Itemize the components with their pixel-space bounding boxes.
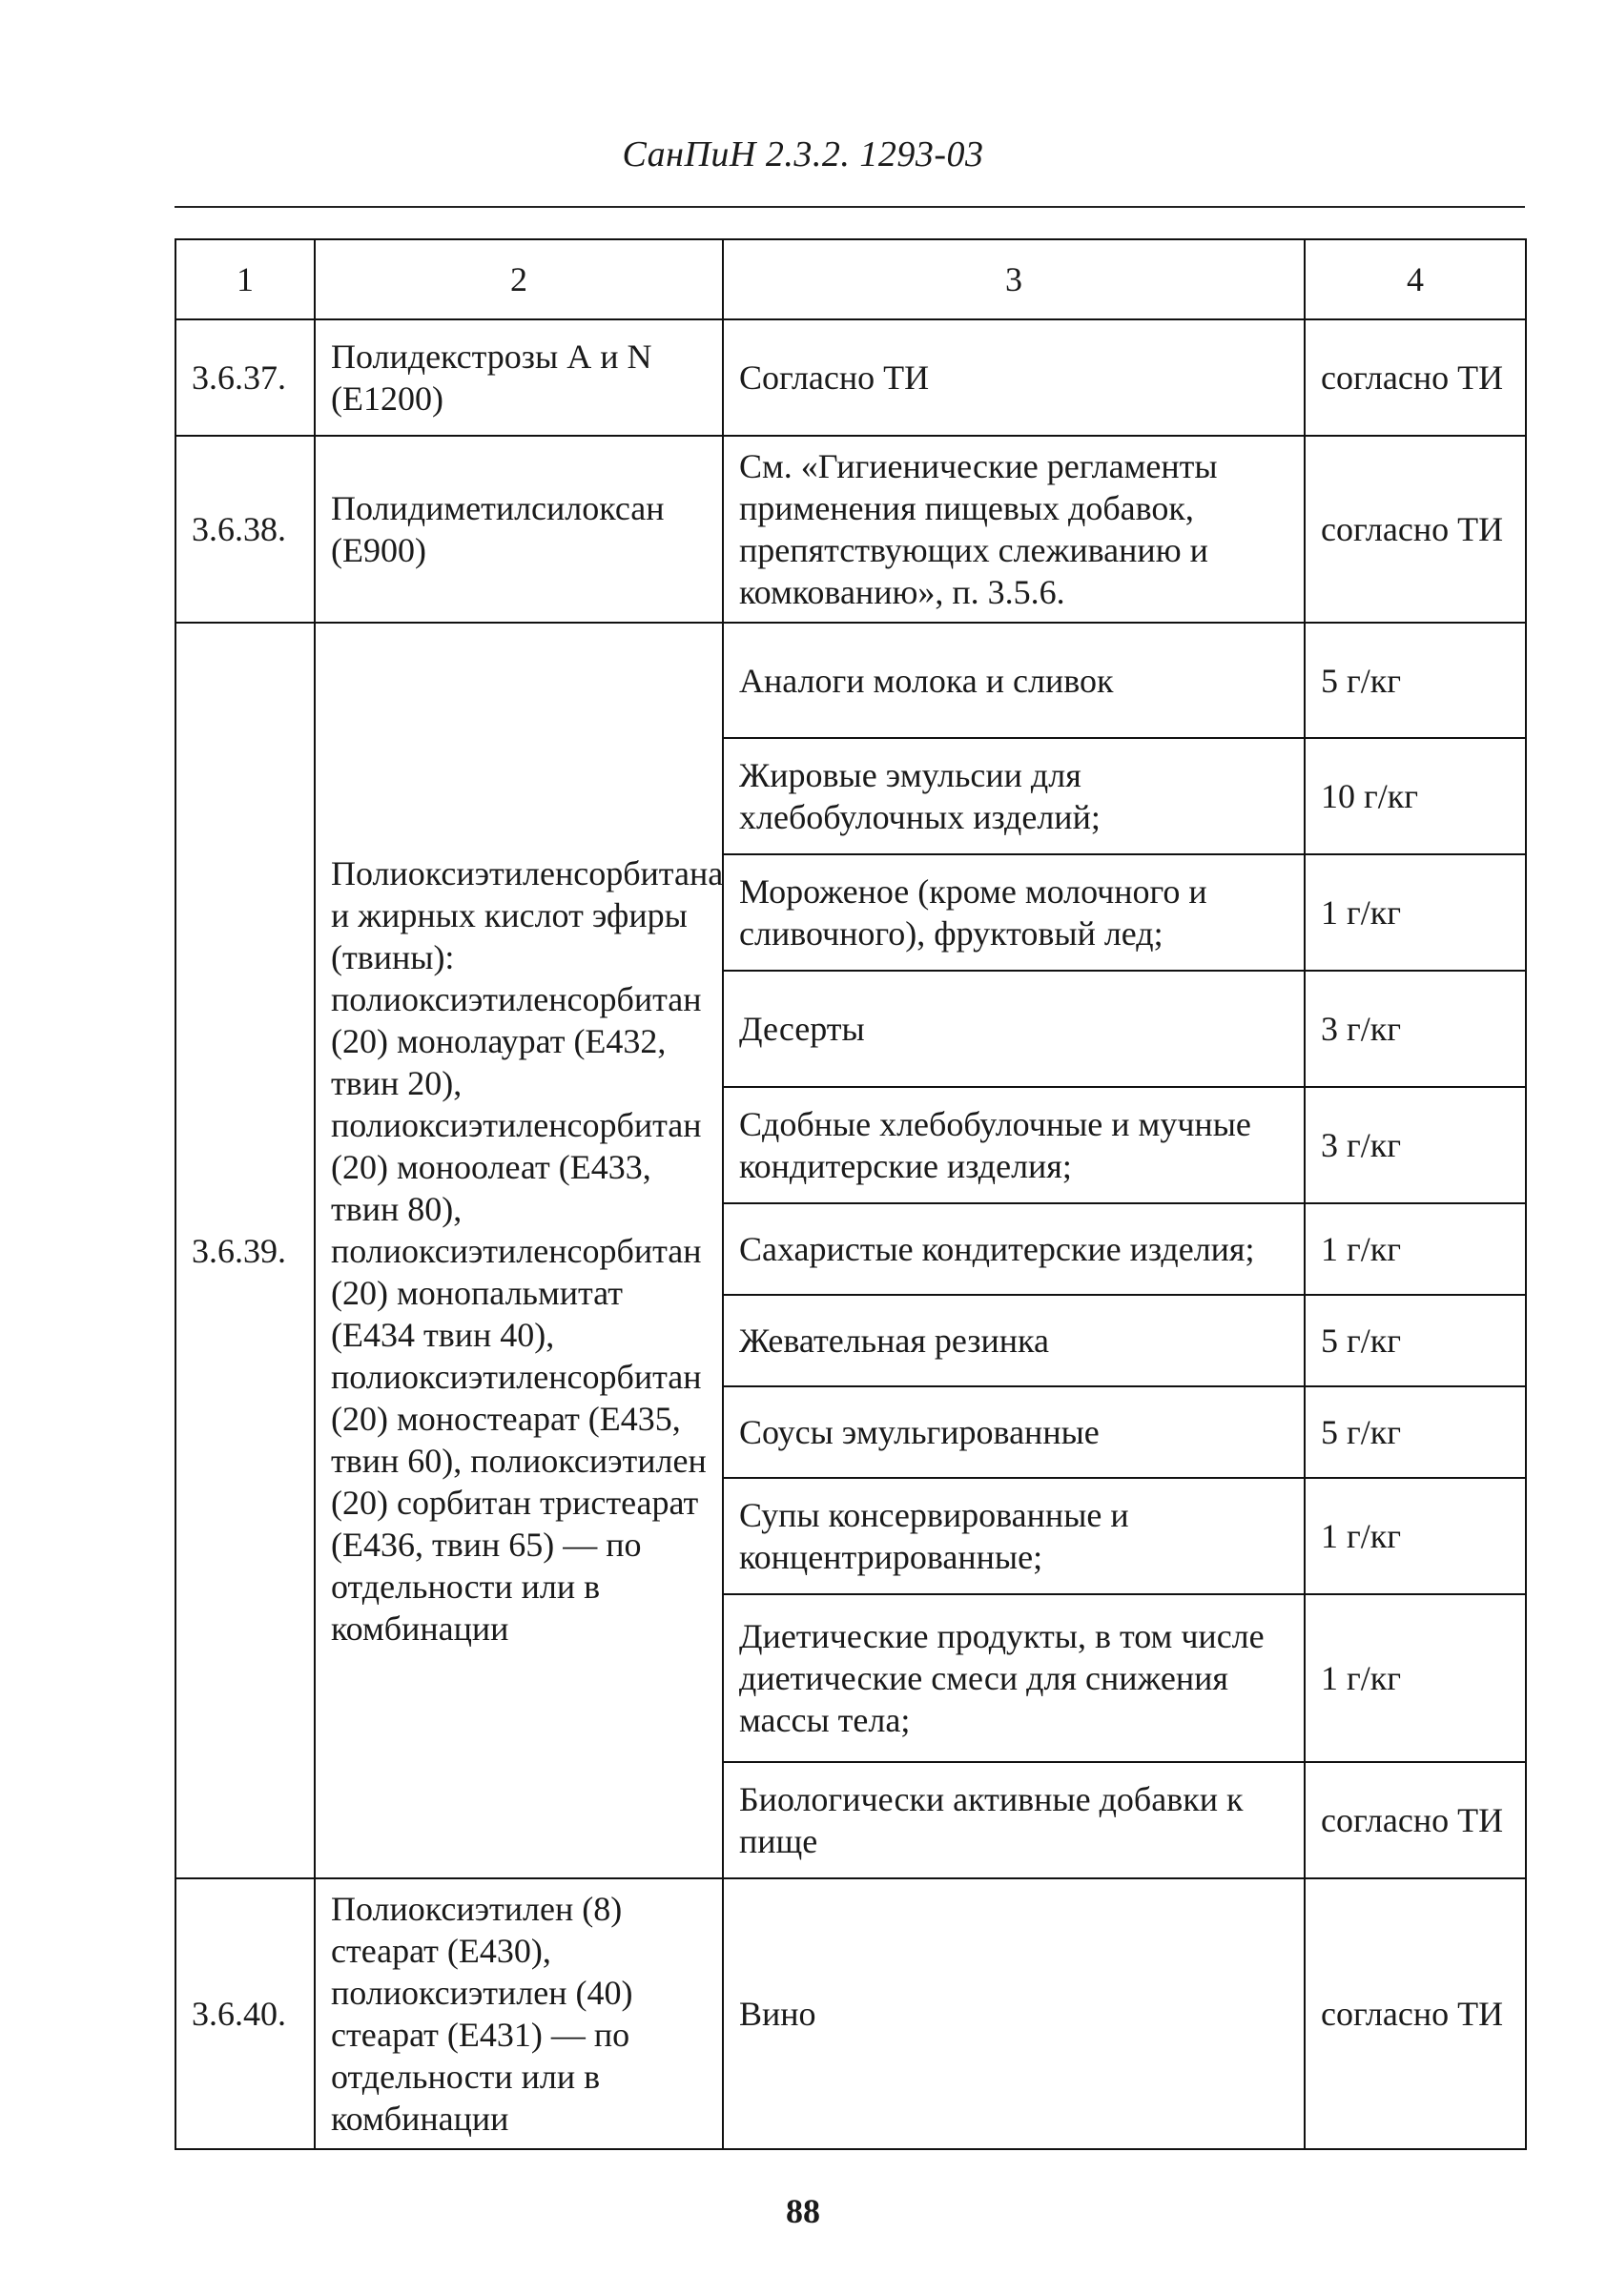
additive-name: Полиоксиэтилен (8) стеарат (Е430), полиоксиэтилен (40) стеарат (Е431) — по отдельности или в комбинации bbox=[315, 1878, 723, 2149]
table-header-row bbox=[175, 239, 1526, 319]
product-category: Аналоги молока и сливок bbox=[723, 623, 1305, 738]
max-level: 5 г/кг bbox=[1305, 1295, 1526, 1386]
additive-name: Полиоксиэтиленсорбитана и жирных кислот эфиры (твины): полиоксиэтиленсорбитан (20) монолаурат (Е432, твин 20), полиоксиэтиленсорбитан (20) моноолеат (Е433, твин 80), полиоксиэтиленсорбитан (20) монопальмитат (Е434 твин 40), полиоксиэтиленсорбитан (20) моностеарат (Е435, твин 60), полиоксиэтилен (20) сорбитан тристеарат (Е436, твин 65) — по отдельности или в комбинации bbox=[315, 623, 723, 1878]
column-header: 3 bbox=[723, 239, 1305, 319]
max-level: 5 г/кг bbox=[1305, 1386, 1526, 1478]
additive-name: Полидиметилсилоксан (Е900) bbox=[315, 436, 723, 623]
column-header: 4 bbox=[1305, 239, 1526, 319]
max-level: 3 г/кг bbox=[1305, 971, 1526, 1087]
max-level: 1 г/кг bbox=[1305, 1478, 1526, 1594]
table-row bbox=[175, 623, 1526, 738]
max-level: 10 г/кг bbox=[1305, 738, 1526, 854]
column-header: 1 bbox=[175, 239, 315, 319]
max-level: 1 г/кг bbox=[1305, 1594, 1526, 1762]
product-category: Вино bbox=[723, 1878, 1305, 2149]
table-row bbox=[175, 319, 1526, 436]
max-level: согласно ТИ bbox=[1305, 319, 1526, 436]
product-category: Мороженое (кроме молочного и сливочного), фруктовый лед; bbox=[723, 854, 1305, 971]
item-number: 3.6.39. bbox=[175, 623, 315, 1878]
product-category: Жировые эмульсии для хлебобулочных изделий; bbox=[723, 738, 1305, 854]
product-category: Сахаристые кондитерские изделия; bbox=[723, 1203, 1305, 1295]
page-number: 88 bbox=[786, 2192, 820, 2230]
max-level: согласно ТИ bbox=[1305, 1878, 1526, 2149]
page-header-title: СанПиН 2.3.2. 1293-03 bbox=[622, 134, 984, 174]
product-category: Согласно ТИ bbox=[723, 319, 1305, 436]
product-category: Соусы эмульгированные bbox=[723, 1386, 1305, 1478]
additives-table bbox=[175, 238, 1527, 2150]
table-row bbox=[175, 436, 1526, 623]
product-category: Жевательная резинка bbox=[723, 1295, 1305, 1386]
product-category: Десерты bbox=[723, 971, 1305, 1087]
max-level: 1 г/кг bbox=[1305, 854, 1526, 971]
max-level: 1 г/кг bbox=[1305, 1203, 1526, 1295]
header-divider bbox=[175, 206, 1525, 208]
additive-name: Полидекстрозы А и N (Е1200) bbox=[315, 319, 723, 436]
item-number: 3.6.37. bbox=[175, 319, 315, 436]
product-category: Супы консервированные и концентрированные; bbox=[723, 1478, 1305, 1594]
column-header: 2 bbox=[315, 239, 723, 319]
table-row bbox=[175, 1878, 1526, 2149]
product-category: Биологически активные добавки к пище bbox=[723, 1762, 1305, 1878]
max-level: согласно ТИ bbox=[1305, 436, 1526, 623]
product-category: Сдобные хлебобулочные и мучные кондитерские изделия; bbox=[723, 1087, 1305, 1203]
item-number: 3.6.38. bbox=[175, 436, 315, 623]
product-category: Диетические продукты, в том числе диетические смеси для снижения массы тела; bbox=[723, 1594, 1305, 1762]
max-level: 3 г/кг bbox=[1305, 1087, 1526, 1203]
product-category: См. «Гигиенические регламенты применения пищевых добавок, препятствующих слеживанию и комкованию», п. 3.5.6. bbox=[723, 436, 1305, 623]
max-level: согласно ТИ bbox=[1305, 1762, 1526, 1878]
item-number: 3.6.40. bbox=[175, 1878, 315, 2149]
max-level: 5 г/кг bbox=[1305, 623, 1526, 738]
